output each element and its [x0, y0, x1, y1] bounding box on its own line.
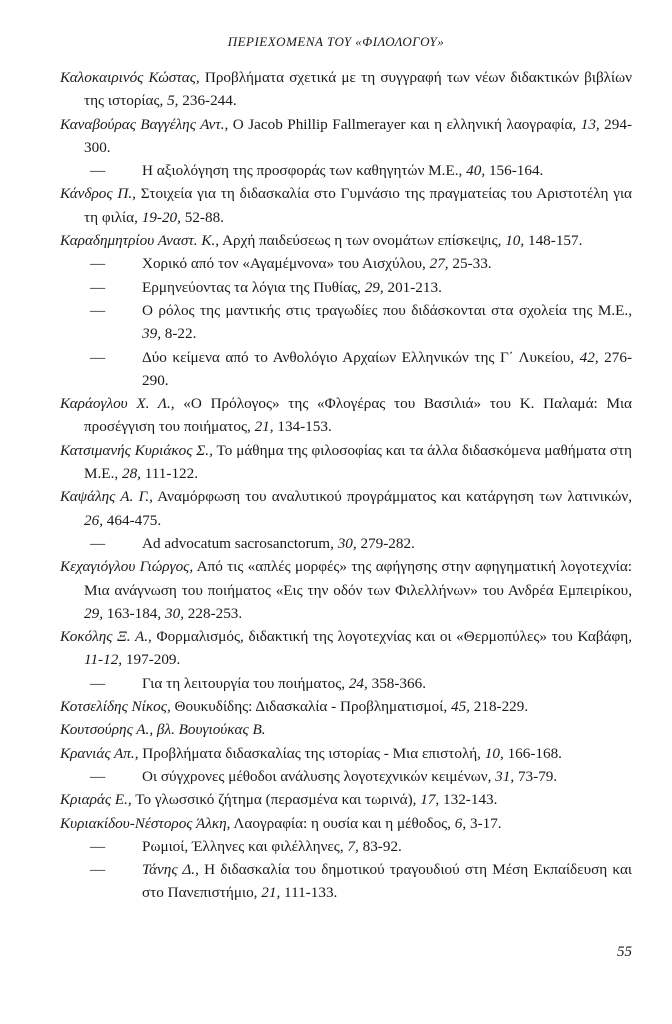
- entry-pages: 236-244.: [178, 92, 237, 110]
- entry-issue: 5,: [167, 92, 179, 110]
- entry-author: Καναβούρας Βαγγέλης Αντ.,: [60, 115, 229, 133]
- index-entry: [60, 252, 632, 275]
- index-entry: [60, 299, 632, 346]
- entry-author: Κρανιάς Απ.,: [60, 744, 139, 762]
- entry-title: Λαογραφία: η ουσία και η μέθοδος,: [230, 814, 455, 832]
- entry-pages: 218-229.: [469, 698, 529, 716]
- entry-title: Φορμαλισμός, διδακτική της λογοτεχνίας και οι «Θερμοπύλες» του Καβάφη,: [151, 628, 633, 646]
- index-entry: [60, 695, 632, 718]
- entry-issue: 39,: [142, 325, 161, 343]
- entry-issue: 24,: [348, 674, 368, 692]
- entry-title: Στοιχεία για τη διδασκαλία στο Γυμνάσιο της πραγματείας του Αριστοτέλη για τη φιλία,: [84, 185, 633, 226]
- entry-title: Ο ρόλος της μαντικής στις τραγωδίες που διδάσκονται στα σχολεία της Μ.Ε.,: [142, 301, 632, 319]
- entry-title: «Ο Πρόλογος» της «Φλογέρας του Βασιλιά» του Κ. Παλαμά: Μια προσέγγιση του ποιήματος,: [84, 395, 632, 436]
- entry-title: Αρχή παιδεύσεως η των ονομάτων επίσκεψις,: [219, 232, 506, 250]
- index-entry: [60, 812, 632, 835]
- index-entry: [60, 182, 632, 229]
- entry-author: Κουτσούρης Α., βλ. Βουγιούκας Β.: [60, 721, 266, 739]
- entry-title: Θουκυδίδης: Διδασκαλία - Προβληματισμοί,: [170, 698, 451, 716]
- entry-title: Αναμόρφωση του αναλυτικού προγράμματος και κατάργηση των λατινικών,: [152, 488, 632, 506]
- entry-pages: 163-184,: [102, 604, 165, 622]
- continuation-dash: —: [90, 162, 106, 180]
- entry-issue: 42,: [579, 348, 599, 366]
- entry-author: Καψάλης Α. Γ.,: [60, 488, 153, 506]
- entry-author: Κοκόλης Ξ. Α.,: [60, 628, 152, 646]
- entry-issue: 31,: [495, 767, 515, 785]
- entry-issue: 29,: [364, 278, 384, 296]
- entry-issue: 6,: [454, 814, 467, 832]
- entry-pages: 276-290.: [142, 348, 632, 389]
- index-entry: [60, 276, 632, 299]
- continuation-dash: —: [90, 348, 106, 366]
- entry-pages: 134-153.: [273, 418, 332, 436]
- index-entry: [60, 858, 632, 905]
- entry-pages: 228-253.: [183, 604, 243, 622]
- index-entry: [60, 66, 632, 113]
- index-entry: [60, 159, 632, 182]
- entry-title: Ρωμιοί, Έλληνες και φιλέλληνες,: [142, 837, 348, 855]
- index-entry: [60, 439, 632, 486]
- entry-issue: 21,: [261, 884, 281, 902]
- entry-author: Καραδημητρίου Αναστ. Κ.,: [60, 232, 220, 250]
- entry-title: Ερμηνεύοντας τα λόγια της Πυθίας,: [142, 278, 365, 296]
- entry-pages: 8-22.: [160, 325, 197, 343]
- entry-pages: 111-133.: [280, 884, 338, 902]
- entry-issue: 7,: [347, 837, 359, 855]
- entry-pages: 111-122.: [140, 465, 199, 483]
- index-entry: [60, 485, 632, 532]
- entry-issue: 27,: [429, 255, 449, 273]
- index-entries: [60, 66, 632, 905]
- entry-pages: 294-300.: [84, 115, 633, 156]
- index-entry: [60, 718, 632, 741]
- continuation-dash: —: [90, 674, 106, 692]
- entry-coauthor: Τάνης Δ.,: [142, 861, 199, 879]
- entry-issue: 26,: [84, 511, 103, 529]
- entry-pages: 83-92.: [358, 837, 402, 855]
- entry-pages: 132-143.: [439, 791, 498, 809]
- entry-title: Για τη λειτουργία του ποιήματος,: [142, 674, 349, 692]
- entry-title: Ο Jacob Phillip Fallmerayer και η ελληνική λαογραφία,: [228, 115, 581, 133]
- entry-title: Προβλήματα διδασκαλίας της ιστορίας - Μια επιστολή,: [138, 744, 485, 762]
- entry-title: Το γλωσσικό ζήτημα (περασμένα και τωρινά),: [131, 791, 421, 809]
- entry-issue: 30,: [165, 604, 184, 622]
- index-entry: [60, 532, 632, 555]
- page-number: 55: [617, 944, 632, 960]
- continuation-dash: —: [90, 861, 106, 879]
- entry-author: Κάνδρος Π.,: [60, 185, 136, 203]
- index-entry: [60, 835, 632, 858]
- entry-author: Κεχαγιόγλου Γιώργος,: [60, 558, 194, 576]
- entry-issue: 17,: [420, 791, 440, 809]
- entry-pages: 52-88.: [180, 208, 224, 226]
- entry-author: Κοτσελίδης Νίκος,: [60, 698, 171, 716]
- index-entry: [60, 346, 632, 393]
- entry-pages: 464-475.: [102, 511, 162, 529]
- entry-title: Χορικό από τον «Αγαμέμνονα» του Αισχύλου,: [142, 255, 430, 273]
- index-entry: [60, 765, 632, 788]
- entry-issue: 40,: [466, 162, 486, 180]
- entry-title: Η διδασκαλία του δημοτικού τραγουδιού στη Μέση Εκπαίδευση και στο Πανεπιστήμιο,: [142, 861, 632, 902]
- entry-issue: 13,: [580, 115, 600, 133]
- entry-title: Η αξιολόγηση της προσφοράς των καθηγητών Μ.Ε.,: [142, 162, 467, 180]
- index-entry: [60, 392, 632, 439]
- index-entry: [60, 742, 632, 765]
- entry-title: Ad advocatum sacrosanctorum,: [142, 534, 338, 552]
- entry-pages: 358-366.: [367, 674, 427, 692]
- continuation-dash: —: [90, 837, 106, 855]
- entry-pages: 166-168.: [503, 744, 562, 762]
- continuation-dash: —: [90, 534, 106, 552]
- entry-issue: 19-20,: [141, 208, 181, 226]
- entry-author: Καλοκαιρινός Κώστας,: [60, 69, 200, 86]
- entry-pages: 3-17.: [466, 814, 502, 832]
- continuation-dash: —: [90, 767, 106, 785]
- entry-issue: 10,: [505, 232, 525, 250]
- entry-title: Προβλήματα σχετικά με τη συγγραφή των νέων διδακτικών βιβλίων της ιστορίας,: [84, 69, 632, 110]
- entry-pages: 148-157.: [524, 232, 583, 250]
- entry-author: Κριαράς Ε.,: [60, 791, 132, 809]
- index-entry: [60, 788, 632, 811]
- entry-pages: 279-282.: [356, 534, 415, 552]
- entry-author: Κυριακίδου-Νέστορος Άλκη,: [60, 814, 231, 832]
- running-header: ΠΕΡΙΕΧΟΜΕΝΑ ΤΟΥ «ΦΙΛΟΛΟΓΟΥ»: [227, 34, 445, 49]
- entry-issue: 10,: [484, 744, 504, 762]
- entry-issue: 11-12,: [84, 651, 123, 669]
- index-entry: [60, 113, 632, 160]
- index-entry: [60, 672, 632, 695]
- entry-pages: 73-79.: [514, 767, 558, 785]
- entry-issue: 28,: [121, 465, 141, 483]
- entry-title: Το μάθημα της φιλοσοφίας και τα άλλα διδασκόμενα μαθήματα στη Μ.Ε.,: [84, 441, 632, 483]
- entry-title: Οι σύγχρονες μέθοδοι ανάλυσης λογοτεχνικών κειμένων,: [142, 767, 496, 785]
- continuation-dash: —: [90, 255, 106, 273]
- entry-pages: 197-209.: [122, 651, 181, 669]
- entry-title: Από τις «απλές μορφές» της αφήγησης στην αφηγηματική λογοτεχνία: Μια ανάγνωση του ποιήματος «Εις την οδόν των Φιλελλήνων» του Ανδρέα Εμπειρίκου,: [84, 558, 632, 599]
- entry-author: Κατσιμανής Κυριάκος Σ.,: [60, 441, 213, 459]
- entry-issue: 30,: [337, 534, 357, 552]
- continuation-dash: —: [90, 278, 106, 296]
- index-entry: [60, 625, 632, 672]
- entry-issue: 29,: [84, 604, 103, 622]
- entry-author: Καράογλου Χ. Λ.,: [60, 395, 175, 413]
- index-entry: [60, 555, 632, 625]
- entry-issue: 21,: [254, 418, 274, 436]
- index-entry: [60, 229, 632, 252]
- continuation-dash: —: [90, 301, 106, 319]
- entry-pages: 25-33.: [448, 255, 492, 273]
- entry-pages: 156-164.: [485, 162, 544, 180]
- entry-title: Δύο κείμενα από το Ανθολόγιο Αρχαίων Ελληνικών της Γ΄ Λυκείου,: [142, 348, 580, 366]
- entry-pages: 201-213.: [383, 278, 442, 296]
- entry-issue: 45,: [450, 698, 470, 716]
